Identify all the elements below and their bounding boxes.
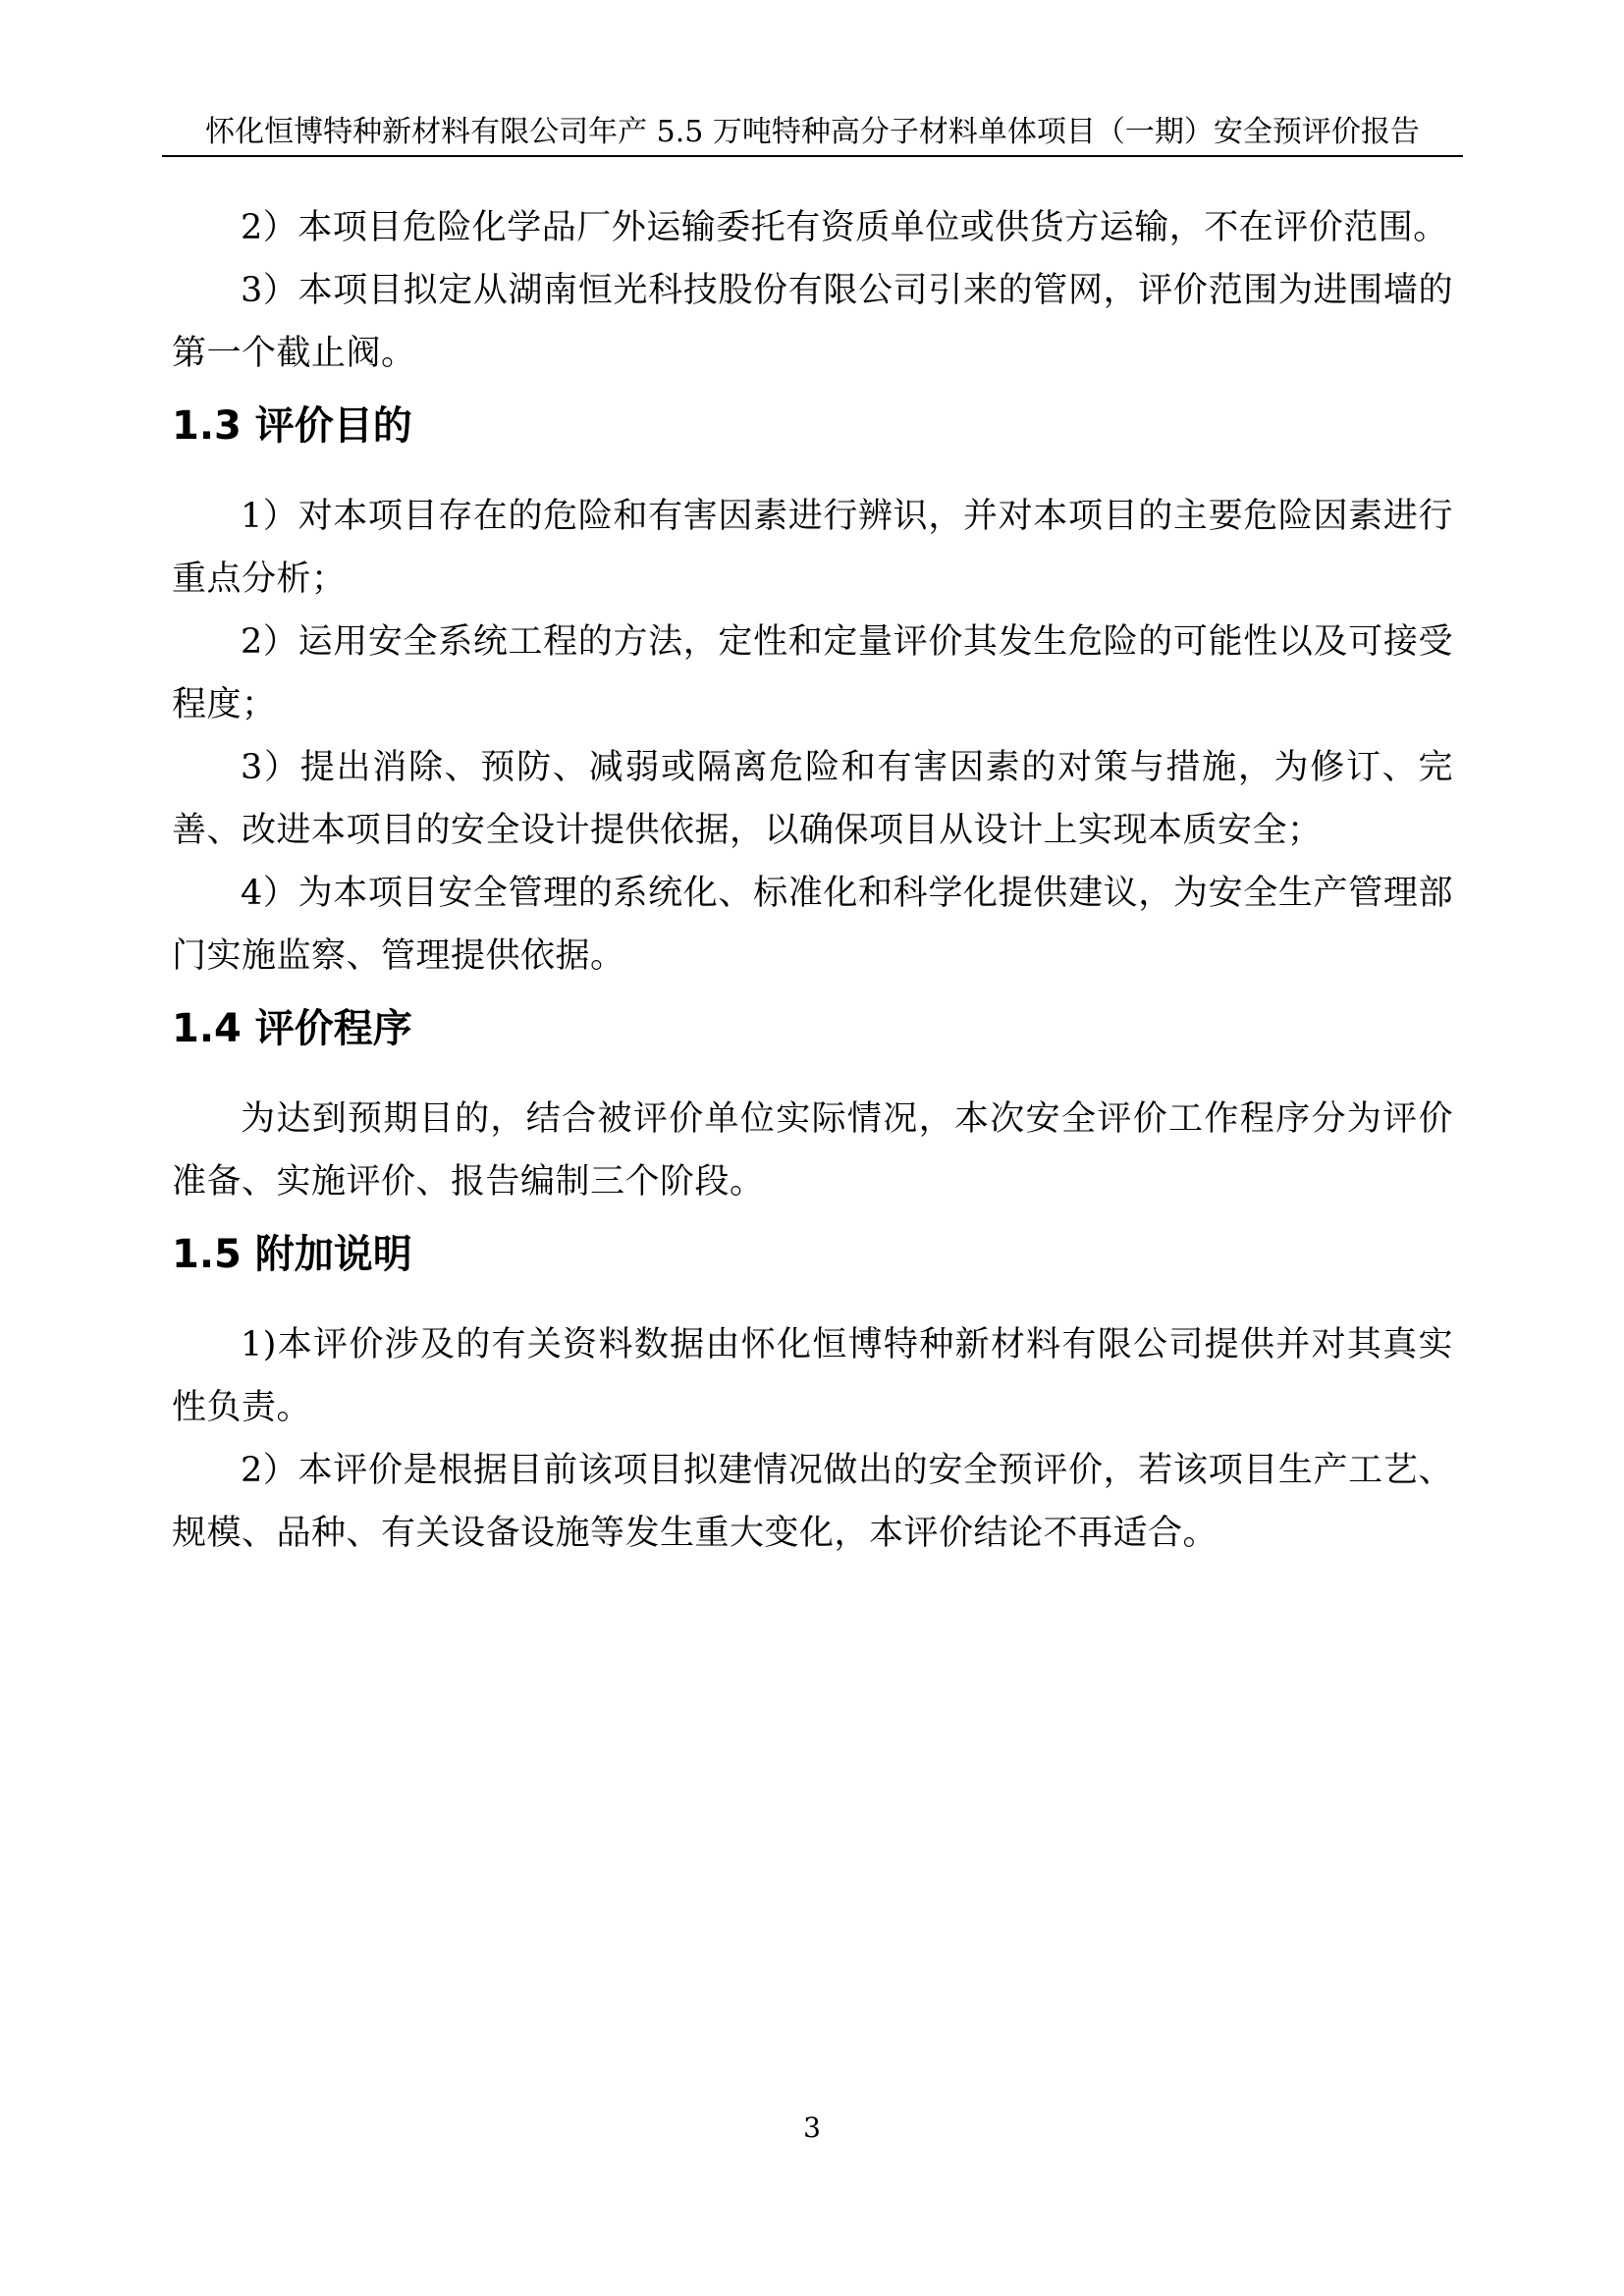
paragraph: 1)本评价涉及的有关资料数据由怀化恒博特种新材料有限公司提供并对其真实性负责。 [172, 1325, 1453, 1427]
page-header: 怀化恒博特种新材料有限公司年产 5.5 万吨特种高分子材料单体项目（一期）安全预评价报告 [205, 115, 1420, 149]
paragraph: 2）运用安全系统工程的方法，定性和定量评价其发生危险的可能性以及可接受程度； [172, 622, 1453, 724]
paragraph: 2）本评价是根据目前该项目拟建情况做出的安全预评价，若该项目生产工艺、规模、品种、有关设备设施等发生重大变化，本评价结论不再适合。 [172, 1451, 1453, 1553]
section-heading-1-5: 1.5 附加说明 [172, 1232, 412, 1277]
header-divider [162, 155, 1463, 157]
paragraph: 1）对本项目存在的危险和有害因素进行辨识，并对本项目的主要危险因素进行重点分析； [172, 497, 1453, 599]
page-number: 3 [803, 2111, 821, 2144]
paragraph: 4）为本项目安全管理的系统化、标准化和科学化提供建议，为安全生产管理部门实施监察、管理提供依据。 [172, 874, 1453, 976]
paragraph: 3）本项目拟定从湖南恒光科技股份有限公司引来的管网，评价范围为进围墙的第一个截止阀。 [172, 271, 1453, 373]
paragraph: 为达到预期目的，结合被评价单位实际情况，本次安全评价工作程序分为评价准备、实施评价、报告编制三个阶段。 [172, 1099, 1453, 1201]
paragraph: 2）本项目危险化学品厂外运输委托有资质单位或供货方运输，不在评价范围。 [241, 208, 1448, 247]
paragraph: 3）提出消除、预防、减弱或隔离危险和有害因素的对策与措施，为修订、完善、改进本项目的安全设计提供依据，以确保项目从设计上实现本质安全； [172, 748, 1453, 850]
document-body [172, 196, 1453, 1565]
section-heading-1-4: 1.4 评价程序 [172, 1006, 412, 1051]
section-heading-1-3: 1.3 评价目的 [172, 403, 412, 449]
